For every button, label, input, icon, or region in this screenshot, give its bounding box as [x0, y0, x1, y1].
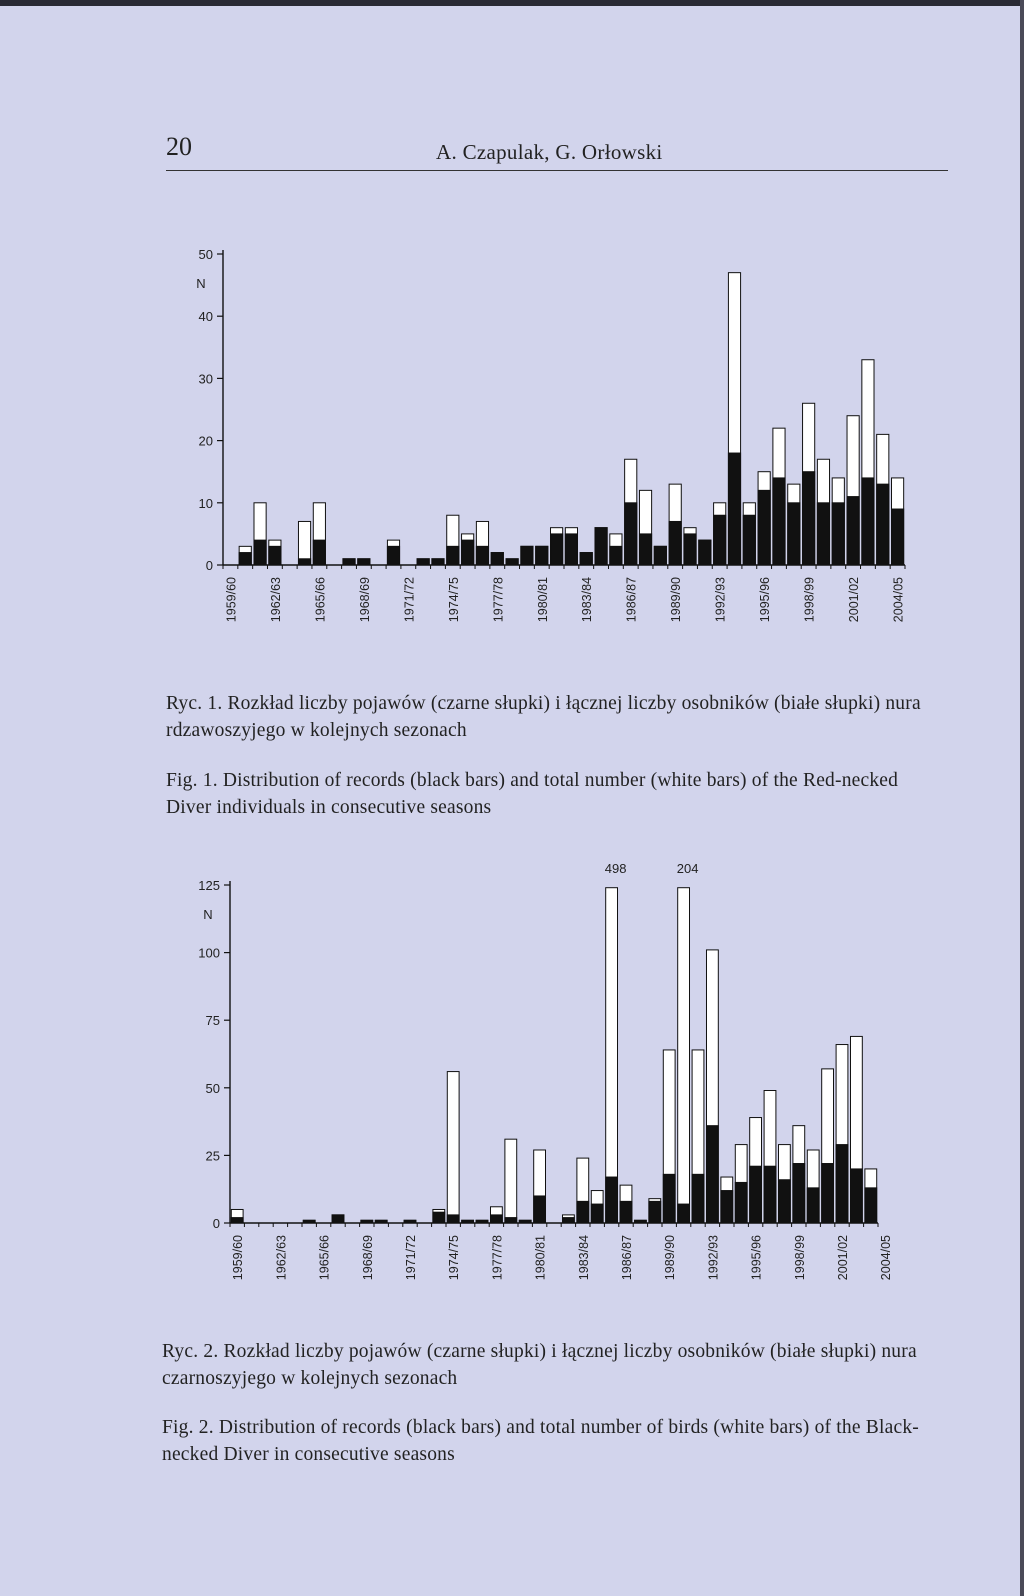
- x-tick-label: 2004/05: [879, 1235, 894, 1281]
- bar-records: [699, 540, 711, 565]
- bar-records: [758, 490, 770, 565]
- bar-records: [862, 478, 874, 565]
- bar-records: [634, 1220, 646, 1223]
- chart-svg: [180, 220, 920, 660]
- bar-records: [490, 1215, 502, 1223]
- x-tick-label: 1995/96: [758, 577, 773, 623]
- figure-1-caption-en: Fig. 1. Distribution of records (black bars) and total number (white bars) of the Red-necked Diver individuals in consecutive seasons: [166, 770, 899, 818]
- x-tick-label: 1959/60: [224, 577, 239, 623]
- y-axis-label: N: [203, 907, 213, 922]
- bar-records: [432, 559, 444, 565]
- x-tick-label: 1971/72: [404, 1235, 418, 1281]
- bar-records: [678, 1204, 690, 1223]
- bar-records: [654, 546, 666, 565]
- bar-records: [387, 546, 399, 565]
- figure-2-caption-pl: Ryc. 2. Rozkład liczby pojawów (czarne słupki) i łącznej liczby osobników (białe słupki) nura czarnoszyjego w kolejnych sezonach: [162, 1341, 917, 1389]
- bar-records: [519, 1220, 531, 1223]
- bar-records: [361, 1220, 373, 1223]
- y-tick-label: 100: [198, 945, 220, 961]
- x-tick-label: 1992/93: [706, 1235, 721, 1281]
- x-tick-label: 2004/05: [891, 577, 906, 623]
- y-tick-label: 40: [198, 309, 213, 325]
- bar-records: [231, 1218, 243, 1223]
- bar-records: [793, 1164, 805, 1223]
- bar-records: [332, 1215, 344, 1223]
- bar-records: [565, 534, 577, 565]
- bar-records: [269, 546, 281, 565]
- bar-records: [491, 553, 503, 565]
- bar-total: [678, 888, 690, 1223]
- x-tick-label: 1995/96: [749, 1235, 764, 1281]
- bar-records: [714, 515, 726, 565]
- y-tick-label: 10: [198, 495, 213, 511]
- y-tick-label: 50: [198, 247, 213, 262]
- y-axis-label: N: [196, 276, 206, 291]
- figure-1-caption-pl: Ryc. 1. Rozkład liczby pojawów (czarne słupki) i łącznej liczby osobników (białe słupki) nura rdzawoszyjego w kolejnych sezonach: [166, 693, 921, 741]
- bar-records: [706, 1126, 718, 1223]
- bar-records: [375, 1220, 387, 1223]
- bar-records: [728, 453, 740, 565]
- bar-records: [684, 534, 696, 565]
- page-header: [166, 130, 948, 171]
- y-tick-label: 75: [205, 1013, 220, 1029]
- x-tick-label: 1971/72: [402, 577, 417, 623]
- bar-records: [447, 1215, 459, 1223]
- x-tick-label: 1998/99: [792, 1235, 807, 1281]
- bar-records: [764, 1166, 776, 1223]
- bar-records: [358, 559, 370, 565]
- y-tick-label: 20: [198, 433, 213, 449]
- x-tick-label: 1986/87: [624, 577, 639, 623]
- bar-records: [343, 559, 355, 565]
- bar-records: [313, 540, 325, 565]
- x-tick-label: 1980/81: [533, 1235, 548, 1281]
- bar-records: [836, 1145, 848, 1223]
- chart-svg: [180, 862, 920, 1302]
- bar-records: [620, 1201, 632, 1223]
- x-tick-label: 1983/84: [576, 1235, 591, 1281]
- bar-records: [505, 1218, 517, 1223]
- bar-records: [417, 559, 429, 565]
- running-head-authors: A. Czapulak, G. Orłowski: [436, 140, 663, 164]
- x-tick-label: 1992/93: [713, 577, 728, 623]
- x-tick-label: 2001/02: [847, 577, 862, 623]
- x-tick-label: 1974/75: [446, 577, 461, 623]
- bar-records: [303, 1220, 315, 1223]
- bar-records: [663, 1174, 675, 1223]
- bar-records: [865, 1188, 877, 1223]
- bar-records: [577, 1201, 589, 1223]
- bar-records: [803, 472, 815, 565]
- y-tick-label: 0: [212, 1216, 220, 1231]
- bar-records: [822, 1164, 834, 1223]
- x-tick-label: 1989/90: [663, 1235, 678, 1281]
- page-number: 20: [166, 132, 192, 161]
- page-right-edge: [1020, 0, 1024, 1596]
- bar-records: [562, 1218, 574, 1223]
- bar-records: [750, 1166, 762, 1223]
- bar-records: [551, 534, 563, 565]
- bar-records: [521, 546, 533, 565]
- bar-records: [476, 1220, 488, 1223]
- figure-2-chart: [180, 862, 920, 1302]
- bar-total: [447, 1072, 459, 1223]
- x-tick-label: 1968/69: [360, 1235, 375, 1281]
- bar-records: [298, 559, 310, 565]
- bar-records: [832, 503, 844, 565]
- bar-records: [669, 521, 681, 565]
- x-tick-label: 1977/78: [491, 577, 506, 623]
- x-tick-label: 1965/66: [313, 577, 328, 623]
- bar-records: [735, 1182, 747, 1223]
- bar-records: [692, 1174, 704, 1223]
- x-tick-label: 1965/66: [317, 1235, 332, 1281]
- x-tick-label: 1989/90: [669, 577, 684, 623]
- bar-records: [462, 540, 474, 565]
- x-tick-label: 1983/84: [580, 577, 595, 623]
- bar-records: [877, 484, 889, 565]
- x-tick-label: 1986/87: [620, 1235, 634, 1281]
- bar-records: [404, 1220, 416, 1223]
- bar-total: [606, 888, 618, 1223]
- x-tick-label: 1959/60: [231, 1235, 246, 1281]
- bar-value-label: 498: [604, 862, 627, 876]
- bar-records: [536, 546, 548, 565]
- bar-records: [433, 1212, 445, 1223]
- bar-records: [807, 1188, 819, 1223]
- y-tick-label: 25: [205, 1148, 220, 1164]
- bar-records: [254, 540, 266, 565]
- bar-total: [505, 1139, 517, 1223]
- bar-records: [649, 1201, 661, 1223]
- x-tick-label: 1998/99: [802, 577, 817, 623]
- x-tick-label: 1968/69: [357, 577, 372, 623]
- bar-records: [892, 509, 904, 565]
- bar-records: [506, 559, 518, 565]
- bar-records: [591, 1204, 603, 1223]
- figure-2-caption-en: Fig. 2. Distribution of records (black bars) and total number of birds (white bars) of the Black-necked Diver in consecutive seasons: [162, 1417, 919, 1465]
- bar-records: [580, 553, 592, 565]
- bar-records: [476, 546, 488, 565]
- bar-records: [462, 1220, 474, 1223]
- y-tick-label: 125: [198, 878, 220, 893]
- y-tick-label: 30: [198, 371, 213, 387]
- y-tick-label: 50: [205, 1080, 220, 1096]
- page-top-edge: [0, 0, 1024, 6]
- bar-value-label: 204: [676, 862, 699, 876]
- bar-records: [534, 1196, 546, 1223]
- figure-1-chart: [180, 220, 920, 660]
- bar-records: [721, 1191, 733, 1223]
- x-tick-label: 2001/02: [836, 1235, 850, 1281]
- x-tick-label: 1962/63: [268, 577, 283, 623]
- x-tick-label: 1974/75: [447, 1235, 462, 1281]
- bar-records: [610, 546, 622, 565]
- bar-records: [778, 1180, 790, 1223]
- bar-records: [743, 515, 755, 565]
- bar-records: [595, 528, 607, 565]
- x-tick-label: 1977/78: [490, 1235, 505, 1281]
- bar-records: [639, 534, 651, 565]
- x-tick-label: 1980/81: [535, 577, 550, 623]
- bar-records: [847, 497, 859, 565]
- bar-records: [788, 503, 800, 565]
- bar-records: [850, 1169, 862, 1223]
- bar-records: [773, 478, 785, 565]
- bar-records: [625, 503, 637, 565]
- bar-records: [606, 1177, 618, 1223]
- bar-records: [447, 546, 459, 565]
- bar-records: [239, 553, 251, 565]
- bar-records: [817, 503, 829, 565]
- x-tick-label: 1962/63: [274, 1235, 289, 1281]
- y-tick-label: 0: [205, 558, 213, 573]
